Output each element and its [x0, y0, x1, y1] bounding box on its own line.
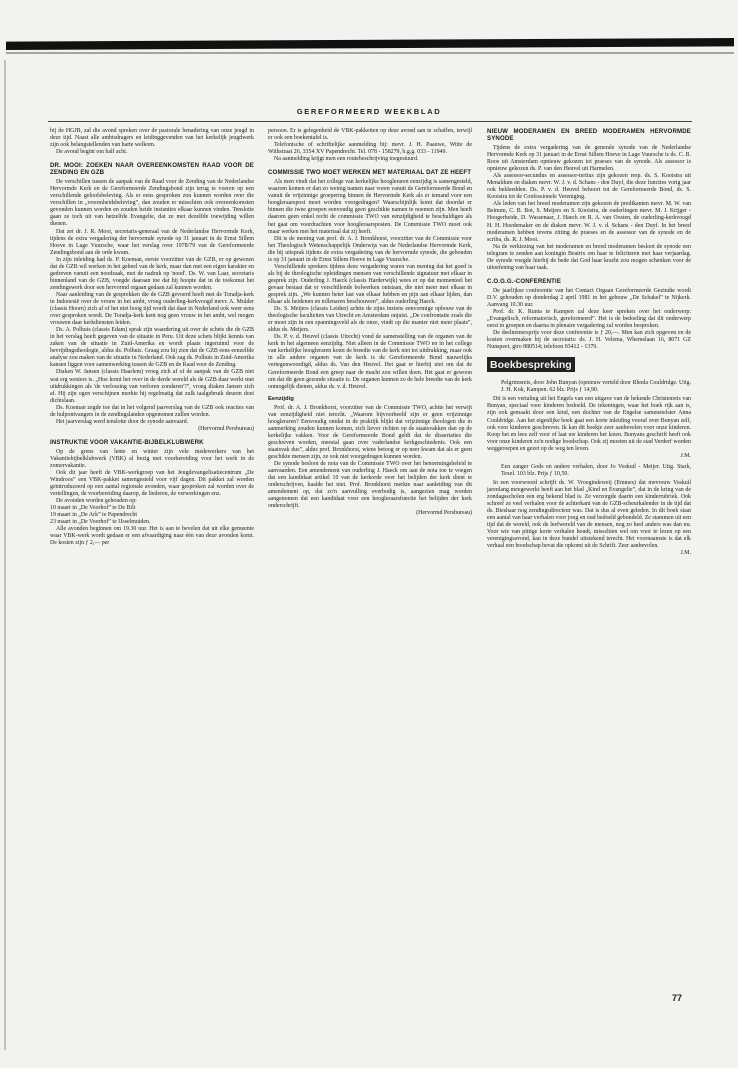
paragraph: In zijn inleiding had ds. P. Koeman, eerste voorzitter van de GZB, er op gewezen dat de GZB wil werken in het geheel van de kerk, maar dan met een eigen karakter en gedreven vanuit een noodzaak, met de nadruk op 'nood'. Ds. W. van Laar, secretaris binnenland van de GZB, voegde daaraan toe dat hij hoopte dat in de toekomst het zendingswerk door een hervormd orgaan gedaan zal kunnen worden.: [50, 256, 254, 291]
book-entry-title: Een zanger Gods en andere verhalen, door Jo Voskuil - Meijer. Uitg. Stark, Texel. 103 blz. Prijs ƒ 10,50.: [501, 463, 691, 477]
paragraph: Als leden van het breed moderamen zijn gekozen de predikanten mevr. M. W. van Beinum, C. B. Bot, S. Meijers en S. Kooistra, de ouderlingen mevr. M. J. Krijger - Hoogerheide, D. Wassenaar, J. Haeck en R. A. van Oosten, de ouderling-kerkvoogd H. H. Hoedemaker en de diaken mevr. W. J. v. d. Schans - den Duyf. In het breed moderamen hebben tevens zitting de praeses en de assessor van de synode en de scriba, ds. R. J. Mooi.: [487, 201, 691, 243]
paragraph: Na aanmelding krijgt men een routebeschrijving toegestuurd.: [274, 156, 419, 163]
paragraph: Dat zei dr. J. R. Mooi, secretaris-generaal van de Nederlandse Hervormde Kerk, tijdens de extra vergadering der hervormde synode op 31 januari in de Ernst Sillem Hoeve in Lage Vuursche, waar het verslag over 1978/79 van de Gereformeerde Zendingsbond aan de orde kwam.: [50, 228, 254, 256]
date-item: 19 maart in „De Ark” te Papendrecht: [50, 512, 138, 519]
paragraph: Ds. S. Meijers (classis Leiden) achtte de zijns inziens eenvormige opbouw van de theologische faculteiten van Utrecht en Amsterdam onjuist. „De confrontatie zoals die er moet zijn in een spanningsveld als de onze, vindt op die manier niet meer plaats”, aldus ds. Meijers.: [268, 306, 472, 334]
byline: (Hervormd Persbureau): [198, 425, 254, 432]
paragraph: Dit is de mening van prof. dr. A. J. Bronkhorst, voorzitter van de Commissie voor het Theologisch Wetenschappelijk Onderwijs van de Nederlandse Hervormde Kerk, die hij uitsprak tijdens de extra vergadering van de hervormde synode, die gehouden is op 31 januari in de Ernst Sillem Hoeve in Lage Vuursche.: [268, 235, 472, 263]
byline: (Hervormd Persbureau): [416, 510, 472, 517]
section-heading-boekbespreking: Boekbespreking: [487, 357, 575, 372]
subheading-eenzijdig: Eenzijdig: [268, 395, 294, 402]
paragraph: De avonden worden gehouden op:: [56, 498, 137, 505]
paragraph: Ds. P. v. d. Heuvel (classis Utrecht) vond de samenstelling van de organen van de kerk in het algemeen eenzijdig. Niet alleen in de Commissie TWO en in het college van kerkelijke hoogleraren komt de breedte van de kerk niet tot uitdrukking, maar ook in alle andere organen van de kerk is de Gereformeerde Bond nauwelijks vertegenwoordigd, aldus ds. Van den Heuvel. Het gaat er hierbij niet om dat de Gereformeerde Bond een greep naar de macht zou willen doen. Het gaat er gewoon om dat dit geen gezonde situatie is. De organen kunnen zo de hele breedte van de kerk onmogelijk dienen, aldus ds. v. d. Heuvel.: [268, 334, 472, 390]
header-rule: [48, 121, 692, 122]
page-number: 77: [672, 993, 683, 1003]
date-item: 10 maart in „De Voorhof” te De Bilt: [50, 505, 136, 512]
paragraph: Na de verkiezing van het moderamen en breed moderamen besloot de synode een telegram te zenden aan koningin Beatrix om haar te feliciteren met haar verjaardag. De synode voegde hierbij de bede dat God haar kracht zou mogen schenken voor de uitoefening van haar taak.: [487, 243, 691, 271]
paragraph: bij de HGJB, zal die avond spreken over de pastorale benadering van onze jeugd in deze tijd. Naast alle ambtsdragers en leidinggevenden van het kerkelijk jeugdwerk zijn ook belangstellenden van harte welkom.: [50, 128, 254, 149]
paragraph: De deelnemersprijs voor deze conferentie is ƒ 20,—. Men kan zich opgeven en de kosten overmaken bij de secretaris: ds. J. H. Velema, Whemelaan 16, 8071 GZ Nunspeet, giro 880514; telefoon 03412 - 1379.: [487, 330, 691, 351]
paragraph: De verschillen tussen de aanpak van de Raad voor de Zending van de Nederlandse Hervormde Kerk en de Gereformeerde Zendingsbond zijn terug te voeren op een verschillende geloofsbeleving. Als er eens gesproken zou kunnen worden over die verschillen in „vroomheidsbeleving”, dan zouden er misschien ook overeenkomsten gevonden kunnen worden en zouden beide instanties elkaar kunnen vinden. Tenslotte gaan ze toch uit van hetzelfde Evangelie, dat ze met dezelfde toewijding willen dienen.: [50, 179, 254, 228]
date-item: 23 maart in „De Voorhof” te IJsselmuiden.: [50, 519, 151, 526]
top-rule: [6, 52, 734, 54]
paragraph: Ds. A. Polhuis (classis Edam) sprak zijn waardering uit over de schets die de GZB in het verslag heeft gegeven van de situatie in Peru. Uit deze schets blijkt kennis van zaken van de situatie in Zuid-Amerika en wordt plaats ingeruimd voor de bevrijdingstheologie, aldus ds. Polhuis. Graag zou hij zien dat de GZB eens eenzelfde analyse zou maken van de situatie in Nederland. Ook zag ds. Polhuis in Zuid-Amerika kansen liggen voor samenwerking tussen de GZB en de Raad voor de Zending.: [50, 327, 254, 369]
paragraph: Prof. dr. A. J. Bronkhorst, voorzitter van de Commissie TWO, achtte het verwijt van eenzijdigheid niet terecht. „Waarom bijvoorbeeld zijn er geen vrijzinnige hoogleraren? Eenvoudig omdat in de praktijk blijkt dat vrijzinnige theologen die in aanmerking zouden kunnen komen, zich liever richten op de staatsvakken dan op de kerkelijke vakken. Voor de Gereformeerde Bond geldt dat de dissertaties die geschreven worden, meestal gaan over vaderlandse kerkgeschiedenis. Ook een staatsvak dus”, aldus prof. Bronkhorst, wiens betoog er op neer kwam dat als er geen geschikte mensen zijn, ze ook niet voorgedragen kunnen worden.: [268, 404, 472, 461]
paragraph: De avond begint om half acht.: [56, 149, 128, 156]
paragraph: Diaken W. Jansen (classis Haarlem) vroeg zich af of de aanpak van de GZB niet wat erg westers is. „Hoe komt het over in de derde wereld als de GZB daar werkt met uitdrukkingen als 'de verlossing van verloren zondaren'?”, vroeg diaken Jansen zich af. Hij zijn ogen verschijnen merkte hij regelmatig dat zulk taalgebruik deuren doet dichtslaan.: [50, 369, 254, 404]
paragraph: persoon. Er is gelegenheid de VBK-pakketten op deze avond aan te schaffen, terwijl er ook een boekentafel is.: [268, 128, 472, 142]
paragraph: In een voorwoord schrijft ds. W. Vroegindeweij (Emmes) dat mevrouw Voskuil jarenlang meegewerkt heeft aan het blad „Kind en Evangelie”, dat in de kring van de zondagsscholen een erg bekend blad is. Ze verzorgde daarin een kinderrubriek. Ook schreef ze veel verhalen voor de achterkant van de GZB-scheurkalender in de tijd dat ds. Bieshaar nog zendingsdirecteur was. Dat is dus al even geleden. In dit boek staat een aantal van haar verhalen voor jong en oud bedoeld gebundeld. Ze stammen uit een tijd dat de wereld, ook de leefwereld van de mensen, nog zo heel anders was dan nu. Voor wie van pittige korte verhalen houdt, misschien wel om voor te lezen op een verenigingsavond, kan in deze bundel uitstekend terecht. Het voornaamste is dat elk verhaal een boodschap bevat die opkomt uit de Schrift. Zeer aanbevolen.: [487, 479, 691, 550]
column-1: [50, 128, 254, 548]
masthead: GEREFORMEERD WEEKBLAD: [296, 107, 442, 116]
reviewer-initials: J.M.: [680, 550, 691, 557]
reviewer-initials: J.M.: [680, 452, 691, 459]
top-black-bar: [6, 38, 734, 50]
paragraph: Naar aanleiding van de gesprekken die de GZB gevoerd heeft met de Toradja-kerk in Indonesië over de vrouw in het ambt, vroeg ouderling-kerkvoogd mevr. A. Mulder (classis Hoorn) zich af of het niet hoog tijd wordt dat daar in Nederland ook weer eens over gesproken wordt. De Toradja-kerk kent nog geen vrouw in het ambt, wel mogen vrouwen daar kerkdiensten leiden.: [50, 291, 254, 327]
paragraph: Telefonische of schriftelijke aanmelding bij: mevr. J. H. Paauwe, Witte de Withstraat 26, 3354 XV Papendrecht. Tel. 078 - 158279, b.g.g. 033 - 11949.: [268, 142, 472, 156]
article-heading-two: COMMISSIE TWO MOET WERKEN MET MATERIAAL DAT ZE HEEFT: [268, 169, 472, 177]
paragraph: Alle avonden beginnen om 19.30 uur. Het is aan te bevelen dat uit elke gemeente waar VBK-werk wordt gedaan er een afvaardiging naar één van deze avonden komt. De kosten zijn ƒ 2,— per: [50, 526, 254, 547]
paragraph: Dit is een vertaling uit het Engels van een uitgave van de bekende Christenreis van Bunyan, speciaal voor kinderen bedoeld. De tekeningen, waar het boek rijk aan is, zijn ook gemaakt door een kind, een dochter van de Engelse samenstelster Anna Couldridge. Aan het eigenlijke boek gaat een korte inleiding vooraf over Bunyan zelf, ook voor kinderen geschreven. Ik kan dit boekje zeer aanbevelen voor onze kinderen. Koop het en lees zelf voor of laat uw kinderen het lezen. Bunyans geschrift heeft ook voor onze kinderen zo'n nodige boodschap. Ook zij moeten uit de stad Verderf worden weggeroepen en gezet op de weg ten leven.: [487, 396, 691, 452]
article-heading-cogg: C.O.G.G.-CONFERENTIE: [487, 277, 562, 285]
paragraph: Als men vindt dat het college van kerkelijke hoogleraren eenzijdig is samengesteld, waarom komen er dan zo weinig namen naar voren vanuit de Gereformeerde Bond en vanuit de vrijzinnige groepering binnen de Hervormde Kerk als er iemand voor een hoogleraarspost moet worden voorgedragen? Waarschijnlijk komt dat doordat er binnen die twee groepen eenvoudig geen geschikte namen te noemen zijn. Men heeft daarom geen enkel recht de commissie TWO van eenzijdigheid te beschuldigen als het gaat om voordrachten voor hoogleraarsposten. De Commissie TWO moet ook maar werken met het materiaal dat zij heeft.: [268, 179, 472, 235]
paragraph: Tijdens de extra vergadering van de generale synode van de Nederlandse Hervormde Kerk op 31 januari in de Ernst Sillem Hoeve in Lage Vuursche is ds. C. B. Roos uit Amsterdam opnieuw gekozen tot praeses van de synode. Als assessor is opnieuw gekozen ds. P. van den Heuvel uit Harmelen.: [487, 145, 691, 173]
book-entry-title: Pelgrimsreis, door John Bunyan (opnieuw verteld door Rhoda Couldridge. Uitg. J. H. Kok, Kampen. 62 blz. Prijs ƒ 14,90.: [501, 380, 691, 394]
paragraph: Op de grens van lente en winter zijn vele medewerkers van het Vakantiebijbelklubwerk (VBK) al bezig met voorbereiding voor het werk in de zomervakantie.: [50, 448, 254, 469]
column-3: [487, 128, 691, 557]
paragraph: De jaarlijkse conferentie van het Contact Orgaan Gereformeerde Gezindte wordt D.V. gehouden op donderdag 2 april 1981 in het gebouw „De Schakel” te Nijkerk. Aanvang 10.30 uur.: [487, 287, 691, 308]
article-heading-vbk: INSTRUKTIE VOOR VAKANTIE-BIJBELKLUBWERK: [50, 438, 204, 446]
paragraph: Verschillende sprekers tijdens deze vergadering waren van mening dat het goed is als bij de theologische opleidingen mensen van verschillende signatuur met elkaar in gesprek zijn. Ouderling J. Haeck (classis Harderwijk) wees er op dat momenteel het gevaar bestaat dat er verschillende bolwerken ontstaan, die niet meer met elkaar in gesprek zijn. „We kunnen beter last van elkaar hebben en pijn aan elkaar lijden, dan elkaar als heidenen en tollenaren beschouwen”, aldus ouderling Haeck.: [268, 263, 472, 306]
paragraph: Als assessor-secundus en assessor-tertius zijn gekozen resp. ds. S. Kooistra uit Menaldum en diaken mevr. W. J. v. d. Schans - den Duyf, die deze functies vorig jaar ook bekleedden. Ds. P. v. d. Heuvel behoort tot de Gereformeerde Bond, ds. S. Kooistra tot de Confessionele Vereniging.: [487, 173, 691, 201]
paragraph: De synode besloot de nota van de Commissie TWO over het benoemingsbeleid te aanvaarden. Een amendement van ouderling J. Haeck om aan de nota toe te voegen dat een kandidaat artikel 10 van de kerkorde over het belijden der kerk dient te onderschrijven, haalde het niet. Prof. Bronkhorst merkte naar aanleiding van dit amendement op, dat zo'n aanvulling overbodig is, aangezien mag worden aangenomen dat een kandidaat voor een hoogleraarsfunctie het belijden der kerk onderschrijft.: [268, 461, 472, 510]
column-2: [268, 128, 472, 517]
paragraph: Ook dit jaar heeft de VBK-werkgroep van het Jeugdevangelisatiecentrum „De Windroos” een VBK-pakket samengesteld voor vijf dagen. Dit pakket zal worden geïntroduceerd op een aantal regionale avonden, waar gesproken zal worden over de vertellingen, de voorbereiding daarop, de liederen, de verwerkingen enz.: [50, 470, 254, 498]
article-heading-mooi: DR. MOOI: ZOEKEN NAAR OVEREENKOMSTEN RAAD VOOR DE ZENDING EN GZB: [50, 162, 254, 177]
paragraph: Ds. Koeman zegde toe dat in het volgend jaarverslag van de GZB ook reacties van de hulpontvangers in de zendingslanden opgenomen zullen worden.: [50, 404, 254, 418]
paragraph: Het jaarverslag werd tenslotte door de synode aanvaard.: [56, 418, 189, 425]
article-heading-moderamen: NIEUW MODERAMEN EN BREED MODERAMEN HERVORMDE SYNODE: [487, 128, 691, 142]
paragraph: Prof. dr. K. Runia te Kampen zal deze keer spreken over het onderwerp: „Evangelisch, reformatorisch, gereformeerd”. Het is de bedoeling dat dit onderwerp eerst in groepen en daarna in plenaire vergadering zal worden besproken.: [487, 308, 691, 330]
page-edge-shadow: [4, 60, 6, 1050]
